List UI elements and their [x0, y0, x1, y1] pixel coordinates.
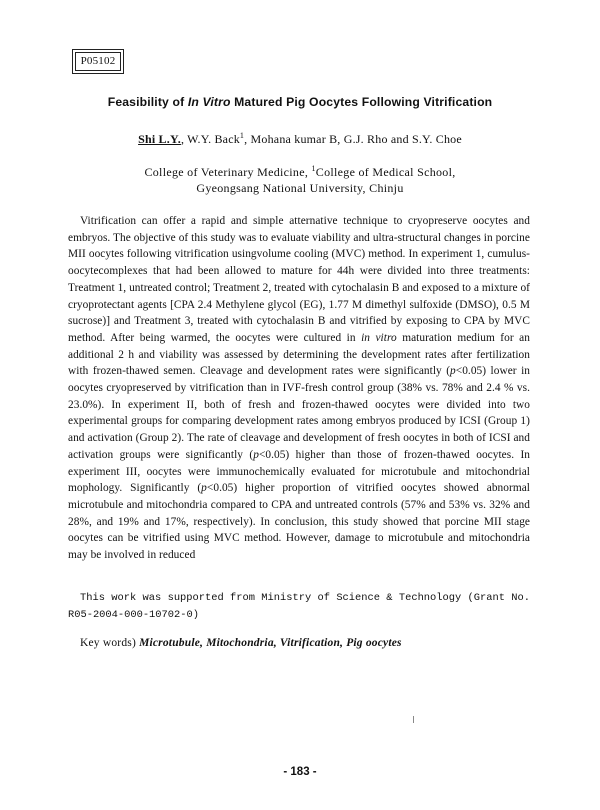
poster-code: P05102: [75, 52, 121, 71]
abstract-italic-3: p: [253, 448, 259, 461]
author-superscript: 1: [239, 131, 245, 140]
first-author: Shi L.Y.: [138, 132, 181, 146]
scan-speck: [413, 716, 414, 723]
affiliation-med: College of Medical School,: [315, 165, 456, 179]
title-italic: In Vitro: [187, 95, 231, 109]
acknowledgement-text: This work was supported from Ministry of Science & Technology (Grant No. R05-2004-000-10702-0): [68, 592, 530, 621]
abstract-italic-1: in vitro: [361, 331, 397, 344]
paper-title: [0, 95, 600, 109]
keywords-terms: Microtubule, Mitochondria, Vitrification, Pig oocytes: [139, 637, 402, 649]
abstract-italic-4: p: [201, 482, 207, 495]
acknowledgement: [68, 590, 530, 624]
abstract: [68, 213, 530, 564]
abstract-italic-2: p: [450, 365, 456, 378]
affiliation-line1: [0, 164, 600, 180]
author-rest: , Mohana kumar B, G.J. Rho and S.Y. Choe: [244, 132, 462, 146]
abstract-text-1: Vitrification can offer a rapid and simple atternative technique to cryopreserve oocytes and embryos. The objective of this study was to evaluate viability and ultra-structural changes in porcine MII oocytes following vitrification usingvolume cooling (MVC) method. In experiment 1, cumulus-oocytecomplexes that had been allowed to mature for 44h were divided into three treatments: Treatment 1, untreated control; Treatment 2, treated with cytochalasin B and exposed to a mixture of cryoprotectant agents [CPA 2.4 Methylene glycol (EG), 1.77 M dimethyl sulfoxide (DMSO), 0.5 M sucrose)] and Treatment 3, treated with cytochalasin B and vitrified by exposing to CPA by MVC method. After being warmed, the oocytes were cultured in: [68, 215, 530, 344]
page-number: - 183 -: [283, 766, 317, 778]
abstract-paragraph: [68, 213, 530, 564]
author-list: [0, 131, 600, 147]
abstract-text-3: <0.05) lower in oocytes cryopreserved by vitrification than in IVF-fresh control group (38% vs. 78% and 2.4 % vs. 23.0%). In experiment II, both of fresh and frozen-thawed oocytes were divided into two experimental groups for comparing development rates among embryos produced by ICSI (Group 1) and activation (Group 2). The rate of cleavage and development of fresh oocytes in both of ICSI and activation groups were significantly (: [68, 365, 530, 461]
affiliation-vet: College of Veterinary Medicine,: [144, 165, 312, 179]
author-second: , W.Y. Back: [180, 132, 240, 146]
keywords: [80, 637, 402, 649]
abstract-text-2: maturation medium for an additional 2 h and viability was assessed by determining the development rates after fertilization with frozen-thawed semen. Cleavage and development rates were significantly (: [68, 331, 530, 378]
affiliation-superscript: 1: [311, 164, 316, 173]
affiliation-line2: Gyeongsang National University, Chinju: [196, 181, 404, 195]
title-part1: Feasibility of: [107, 95, 188, 109]
abstract-text-4: <0.05) higher than those of frozen-thawed oocytes. In experiment III, oocytes were immunochemically evaluated for microtubule and mitochondrial mophology. Significantly (: [68, 448, 531, 495]
abstract-text-5: <0.05) higher proportion of vitrified oocytes showed abnormal microtubule and mitochondria compared to CPA and untreated controls (57% and 53% vs. 32% and 28%, and 19% and 17%, respectively). In conclusion, this study showed that porcine MII stage oocytes can be vitrified using MVC method. However, damage to microtubule and mitochondria may be involved in reduced: [68, 482, 530, 562]
title-part2: Matured Pig Oocytes Following Vitrification: [230, 95, 493, 109]
keywords-label: Key words): [80, 637, 140, 649]
